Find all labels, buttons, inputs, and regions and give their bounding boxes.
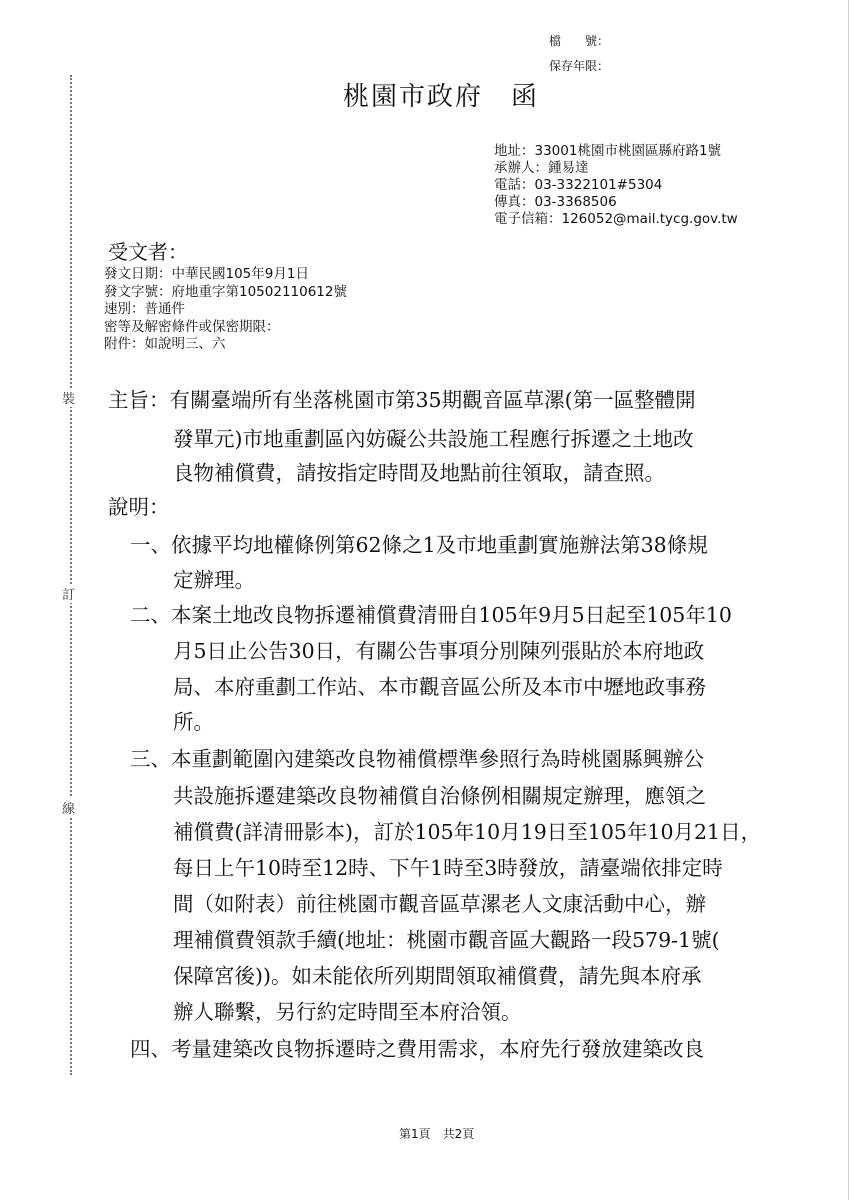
subject-line: 主旨：有關臺端所有坐落桃園市第35期觀音區草漯(第一區整體開 bbox=[108, 388, 696, 412]
contact-phone: 電話：03-3322101#5304 bbox=[494, 177, 663, 193]
explanation-item-3-line: 保障宮後))。如未能依所列期間領取補償費，請先與本府承 bbox=[173, 964, 702, 988]
attachment-note: 附件：如說明三、六 bbox=[104, 336, 226, 352]
contact-fax: 傳真：03-3368506 bbox=[494, 194, 617, 210]
explanation-item-3-line: 每日上午10時至12時、下午1時至3時發放，請臺端依排定時 bbox=[173, 856, 723, 880]
explanation-item-1-line: 定辦理。 bbox=[173, 568, 255, 592]
recipient-label: 受文者： bbox=[108, 240, 188, 264]
binding-mark-xian: 線 bbox=[62, 798, 75, 817]
explanation-item-2-line: 二、本案土地改良物拆遷補償費清冊自105年9月5日起至105年10 bbox=[130, 603, 732, 627]
subject-line: 良物補償費，請按指定時間及地點前往領取，請查照。 bbox=[173, 461, 665, 485]
binding-mark-zhuang: 裝 bbox=[62, 388, 75, 407]
explanation-item-3-line: 辦人聯繫，另行約定時間至本府洽領。 bbox=[173, 1000, 522, 1024]
contact-handler: 承辦人：鍾易達 bbox=[494, 160, 589, 176]
explanation-item-3-line: 三、本重劃範圍內建築改良物補償標準參照行為時桃園縣興辦公 bbox=[130, 747, 704, 771]
retention-period-label: 保存年限： bbox=[549, 59, 610, 73]
file-number-label: 檔 號： bbox=[549, 34, 610, 48]
explanation-item-3-line: 間（如附表）前往桃園市觀音區草漯老人文康活動中心，辦 bbox=[173, 892, 706, 916]
binding-mark-ding: 訂 bbox=[62, 584, 75, 603]
explanation-item-4-line: 四、考量建築改良物拆遷時之費用需求，本府先行發放建築改良 bbox=[130, 1037, 704, 1061]
contact-block bbox=[494, 143, 738, 228]
explanation-item-3-line: 理補償費領款手續(地址：桃園市觀音區大觀路一段579-1號( bbox=[173, 928, 720, 952]
delivery-speed: 速別：普通件 bbox=[104, 301, 185, 317]
meta-block bbox=[104, 266, 347, 354]
page-number: 第1頁 共2頁 bbox=[399, 1127, 475, 1141]
explanation-item-1-line: 一、依據平均地權條例第62條之1及市地重劃實施辦法第38條規 bbox=[130, 533, 708, 557]
explanation-item-2-line: 局、本府重劃工作站、本市觀音區公所及本市中壢地政事務 bbox=[173, 675, 706, 699]
explanation-item-2-line: 所。 bbox=[173, 710, 214, 734]
explanation-item-3-line: 補償費(詳清冊影本)，訂於105年10月19日至105年10月21日， bbox=[173, 820, 762, 844]
contact-address: 地址：33001桃園市桃園區縣府路1號 bbox=[494, 143, 722, 159]
secrecy-level: 密等及解密條件或保密期限： bbox=[104, 318, 280, 335]
contact-email: 電子信箱：126052@mail.tycg.gov.tw bbox=[494, 211, 738, 227]
subject-line: 發單元)市地重劃區內妨礙公共設施工程應行拆遷之土地改 bbox=[173, 427, 694, 451]
binding-line bbox=[70, 75, 72, 1075]
explanation-item-2-line: 月5日止公告30日，有關公告事項分別陳列張貼於本府地政 bbox=[173, 639, 705, 663]
document-title: 桃園市政府 函 bbox=[343, 82, 540, 112]
explanation-label: 說明： bbox=[108, 495, 170, 519]
explanation-item-3-line: 共設施拆遷建築改良物補償自治條例相關規定辦理，應領之 bbox=[173, 784, 706, 808]
issue-date: 發文日期：中華民國105年9月1日 bbox=[104, 266, 309, 282]
issue-number: 發文字號：府地重字第10502110612號 bbox=[104, 283, 347, 300]
